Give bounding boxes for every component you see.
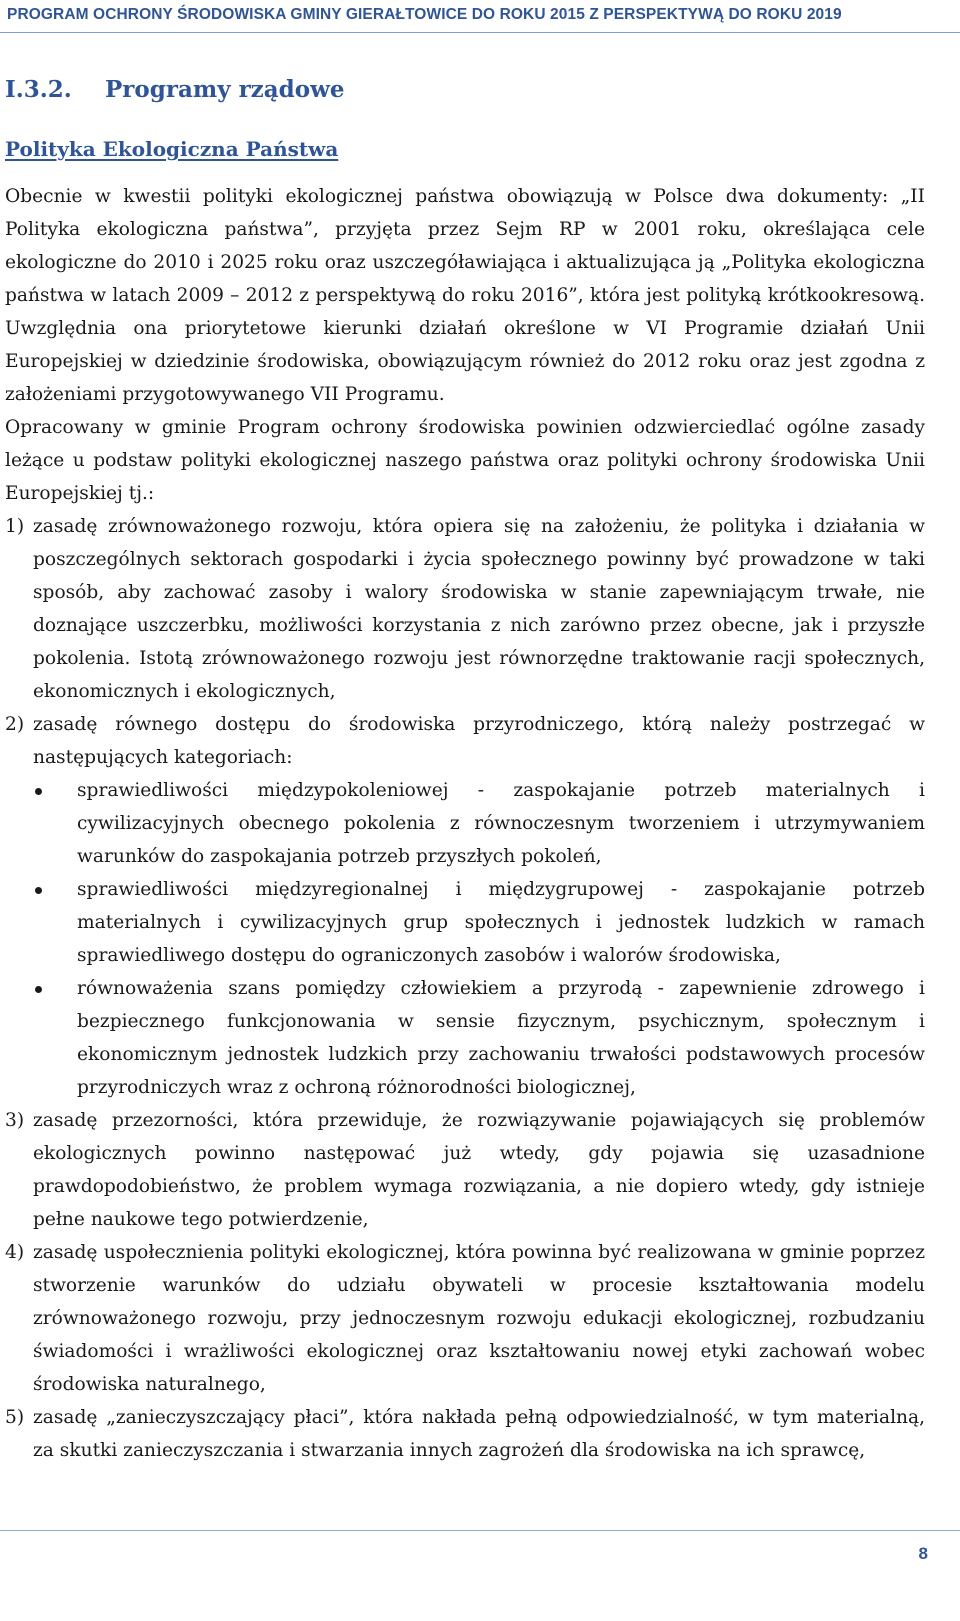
- header-divider: [0, 32, 960, 33]
- section-heading: [5, 76, 345, 103]
- category-item: [5, 774, 925, 873]
- category-text: równoważenia szans pomiędzy człowiekiem a przyrodą - zapewnienie zdrowego i bezpiecznego funkcjonowania w sensie fizycznym, psychicznym, społecznym i ekonomicznym jednostek ludzkich przy zachowaniu trwałości podstawowych procesów przyrodniczych wraz z ochroną różnorodności biologicznej,: [77, 978, 925, 1098]
- paragraph-intro: Obecnie w kwestii polityki ekologicznej państwa obowiązują w Polsce dwa dokumenty: „II Polityka ekologiczna państwa”, przyjęta przez Sejm RP w 2001 roku, określająca cele ekologiczne do 2010 i 2025 roku oraz uszczegóławiająca i aktualizująca ją „Polityka ekologiczna państwa w latach 2009 – 2012 z perspektywą do roku 2016”, która jest polityką krótkookresową. Uwzględnia ona priorytetowe kierunki działań określone w VI Programie działań Unii Europejskiej w dziedzinie środowiska, obowiązującym również do 2012 roku oraz jest zgodna z założeniami przygotowywanego VII Programu.: [5, 186, 925, 405]
- section-title: Programy rządowe: [105, 76, 345, 103]
- principle-item: [5, 1401, 925, 1467]
- bullet-icon: [35, 986, 42, 993]
- running-header: [0, 0, 960, 32]
- principle-item: [5, 1236, 925, 1401]
- category-item: [5, 873, 925, 972]
- bullet-icon: [35, 788, 42, 795]
- principle-marker: 3): [5, 1110, 25, 1131]
- footer-divider: [0, 1530, 960, 1531]
- principle-marker: 1): [5, 516, 25, 537]
- category-text: sprawiedliwości międzyregionalnej i międzygrupowej - zaspokajanie potrzeb materialnych i cywilizacyjnych grup społecznych i jednostek ludzkich w ramach sprawiedliwego dostępu do ograniczonych zasobów i walorów środowiska,: [77, 879, 925, 966]
- categories-list: [5, 774, 925, 1104]
- body-content: [5, 180, 925, 1467]
- subsection-heading: Polityka Ekologiczna Państwa: [5, 137, 339, 161]
- category-item: [5, 972, 925, 1104]
- principle-text: zasadę zrównoważonego rozwoju, która opiera się na założeniu, że polityka i działania w poszczególnych sektorach gospodarki i życia społecznego powinny być prowadzone w taki sposób, aby zachować zasoby i walory środowiska w stanie zapewniającym trwałe, nie doznające uszczerbku, możliwości korzystania z nich zarówno przez obecne, jak i przyszłe pokolenia. Istotą zrównoważonego rozwoju jest równorzędne traktowanie racji społecznych, ekonomicznych i ekologicznych,: [33, 516, 925, 702]
- principle-marker: 5): [5, 1407, 25, 1428]
- principles-list-continued: [5, 1104, 925, 1467]
- header-title: PROGRAM OCHRONY ŚRODOWISKA GMINY GIERAŁTOWICE DO ROKU 2015 Z PERSPEKTYWĄ DO ROKU 2019: [7, 6, 842, 23]
- principle-item: [5, 1104, 925, 1236]
- principle-item: [5, 510, 925, 708]
- principle-text: zasadę uspołecznienia polityki ekologicznej, która powinna być realizowana w gminie poprzez stworzenie warunków do udziału obywateli w procesie kształtowania modelu zrównoważonego rozwoju, przy jednoczesnym rozwoju edukacji ekologicznej, rozbudzaniu świadomości i wrażliwości ekologicznej oraz kształtowaniu nowej etyki zachowań wobec środowiska naturalnego,: [33, 1242, 925, 1395]
- bullet-icon: [35, 887, 42, 894]
- principles-list: [5, 510, 925, 774]
- page-number: 8: [918, 1544, 928, 1563]
- principle-text: zasadę przezorności, która przewiduje, że rozwiązywanie pojawiających się problemów ekologicznych powinno następować już wtedy, gdy pojawia się uzasadnione prawdopodobieństwo, że problem wymaga rozwiązania, a nie dopiero wtedy, gdy istnieje pełne naukowe tego potwierdzenie,: [33, 1110, 925, 1230]
- paragraph-principles-intro: Opracowany w gminie Program ochrony środowiska powinien odzwierciedlać ogólne zasady leżące u podstaw polityki ekologicznej naszego państwa oraz polityki ochrony środowiska Unii Europejskiej tj.:: [5, 417, 925, 504]
- principle-item: [5, 708, 925, 774]
- category-text: sprawiedliwości międzypokoleniowej - zaspokajanie potrzeb materialnych i cywilizacyjnych obecnego pokolenia z równoczesnym tworzeniem i utrzymywaniem warunków do zaspokajania potrzeb przyszłych pokoleń,: [77, 780, 925, 867]
- principle-text: zasadę równego dostępu do środowiska przyrodniczego, którą należy postrzegać w następujących kategoriach:: [33, 714, 925, 768]
- principle-marker: 2): [5, 714, 25, 735]
- principle-text: zasadę „zanieczyszczający płaci”, która nakłada pełną odpowiedzialność, w tym materialną, za skutki zanieczyszczania i stwarzania innych zagrożeń dla środowiska na ich sprawcę,: [33, 1407, 925, 1461]
- section-number: I.3.2.: [5, 76, 72, 103]
- principle-marker: 4): [5, 1242, 25, 1263]
